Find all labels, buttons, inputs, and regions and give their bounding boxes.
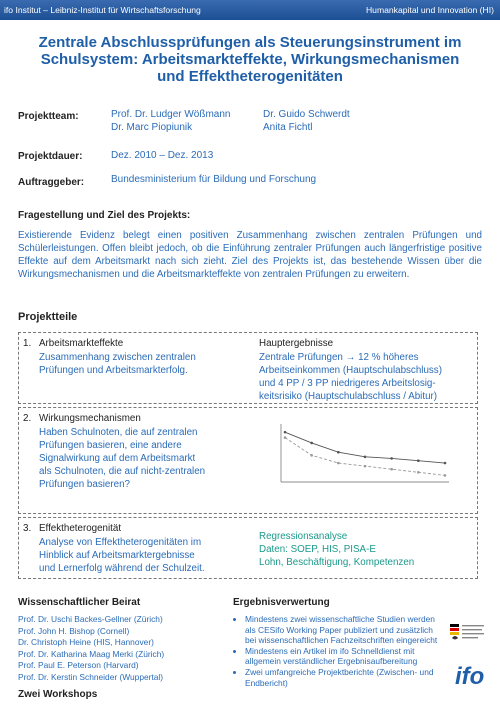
part-3-desc-3: und Lernerfolg während der Schulzeit. (39, 563, 205, 574)
chart-point (364, 465, 367, 468)
team-member-2: Dr. Marc Piopiunik (111, 122, 193, 133)
board-member-list (18, 614, 164, 684)
part-2-desc-4: als Schulnoten, die auf nicht-zentralen (39, 466, 206, 477)
team-member-1: Prof. Dr. Ludger Wößmann (111, 109, 231, 120)
header-institute: ifo Institut – Leibniz-Institut für Wirtschaftsforschung (4, 5, 201, 15)
title-line-2: Schulsystem: Arbeitsmarkteffekte, Wirkungsmechanismen (40, 51, 460, 68)
part-3-title: Effektheterogenität (39, 523, 122, 534)
chart-point (337, 451, 340, 454)
client-label: Auftraggeber: (18, 177, 85, 188)
part-1-number: 1. (23, 338, 32, 349)
part-2-desc-1: Haben Schulnoten, die auf zentralen (39, 427, 198, 438)
part-1-result-4: keitsrisiko (Hauptschulabschluss / Abitur) (259, 391, 438, 402)
board-member: Prof. John H. Bishop (Cornell) (18, 625, 130, 636)
chart-point (444, 462, 447, 465)
duration-label: Projektdauer: (18, 151, 83, 162)
results-use-item: • Zwei umfangreiche Projektberichte (Zwischen- und Endbericht) (245, 667, 438, 688)
header-bar (0, 0, 500, 20)
chart-point (284, 436, 287, 439)
part-3-number: 3. (23, 523, 32, 534)
board-member: Prof. Paul E. Peterson (Harvard) (18, 660, 139, 671)
part-2-desc-3: Signalwirkung auf dem Arbeitsmarkt (39, 453, 196, 464)
part-3-outcomes: Lohn, Beschäftigung, Kompetenzen (259, 557, 415, 568)
page-title (10, 34, 490, 85)
part-2-number: 2. (23, 413, 32, 424)
ministry-emblem-icon (448, 620, 488, 646)
part-2-desc-5: Prüfungen basieren? (39, 479, 130, 490)
part-3-data: Daten: SOEP, HIS, PISA-E (259, 544, 376, 555)
part-3-box (18, 517, 478, 579)
chart-point (417, 459, 420, 462)
question-text: Existierende Evidenz belegt einen positiven Zusammenhang zwischen zentralen Prüfungen und Schülerleistungen. Offen bleibt jedoch, ob die Einführung zentraler Prüfungen auch längerfristige positive Effekte auf dem Arbeitsmarkt nach sich zieht. Ziel des Projekts ist, das bestehende Wissen über die Wirkungsmechanismen und die Arbeitsmarkteffekte von zentralen Prüfungen zu erweitern. (18, 230, 482, 280)
question-heading: Fragestellung und Ziel des Projekts: (18, 210, 191, 221)
board-member: Prof. Dr. Kerstin Schneider (Wuppertal) (18, 671, 164, 682)
title-line-1: Zentrale Abschlussprüfungen als Steuerungsinstrument im (38, 34, 462, 51)
chart-point (337, 462, 340, 465)
board-member: Prof. Dr. Katharina Maag Merki (Zürich) (18, 648, 165, 659)
chart-point (364, 456, 367, 459)
chart-point (390, 457, 393, 460)
ifo-logo: ifo (455, 663, 485, 690)
chart-point (284, 431, 287, 434)
part-1-title: Arbeitsmarkteffekte (39, 338, 124, 349)
part-2-desc-2: Prüfungen basieren, eine andere (39, 440, 182, 451)
part-2-title: Wirkungsmechanismen (39, 413, 141, 424)
board-heading: Wissenschaftlicher Beirat (18, 597, 141, 608)
part-3-method: Regressionsanalyse (259, 531, 348, 542)
part-3-desc-1: Analyse von Effektheterogenitäten im (39, 537, 202, 548)
part-1-result-3: und 4 PP / 3 PP niedrigeres Arbeitslosig- (259, 378, 436, 389)
results-use-heading: Ergebnisverwertung (233, 597, 330, 608)
client-value: Bundesministerium für Bildung und Forschung (111, 174, 317, 185)
results-use-item: • Mindestens ein Artikel im ifo Schnelldienst mit allgemein verständlicher Ergebnisaufbereitung (245, 646, 438, 667)
team-member-3: Dr. Guido Schwerdt (263, 109, 350, 120)
part-1-results-title: Hauptergebnisse (259, 338, 334, 349)
duration-value: Dez. 2010 – Dez. 2013 (111, 150, 214, 161)
team-label: Projektteam: (18, 111, 79, 122)
part-1-box (18, 332, 478, 404)
chart-point (417, 471, 420, 474)
chart-point (310, 442, 313, 445)
part-1-result-2: Arbeitseinkommen (Hauptschulabschluss) (259, 365, 442, 376)
part-1-desc-2: Prüfungen und Arbeitsmarkterfolg. (39, 365, 188, 376)
header-department: Humankapital und Innovation (HI) (365, 5, 494, 15)
chart-point (444, 474, 447, 477)
mechanism-line-chart (255, 418, 455, 502)
team-member-4: Anita Fichtl (263, 122, 313, 133)
part-3-desc-2: Hinblick auf Arbeitsmarktergebnisse (39, 550, 195, 561)
part-2-box (18, 407, 478, 514)
chart-point (310, 454, 313, 457)
board-member: Prof. Dr. Uschi Backes-Gellner (Zürich) (18, 614, 163, 624)
parts-heading: Projektteile (18, 311, 78, 323)
results-use-list (233, 614, 438, 688)
part-1-desc-1: Zusammenhang zwischen zentralen (39, 352, 196, 363)
results-use-item: • Mindestens zwei wissenschaftliche Studien werden als CESifo Working Paper publiziert und zusätzlich bei wissenschaftlichen Fachzeitschriften eingereicht (245, 614, 438, 646)
workshops-heading: Zwei Workshops (18, 689, 98, 700)
title-line-3: und Effektheterogenitäten (157, 68, 343, 85)
part-1-result-1: Zentrale Prüfungen → 12 % höheres (259, 352, 419, 363)
chart-point (390, 468, 393, 471)
board-member: Dr. Christoph Heine (HIS, Hannover) (18, 637, 154, 648)
